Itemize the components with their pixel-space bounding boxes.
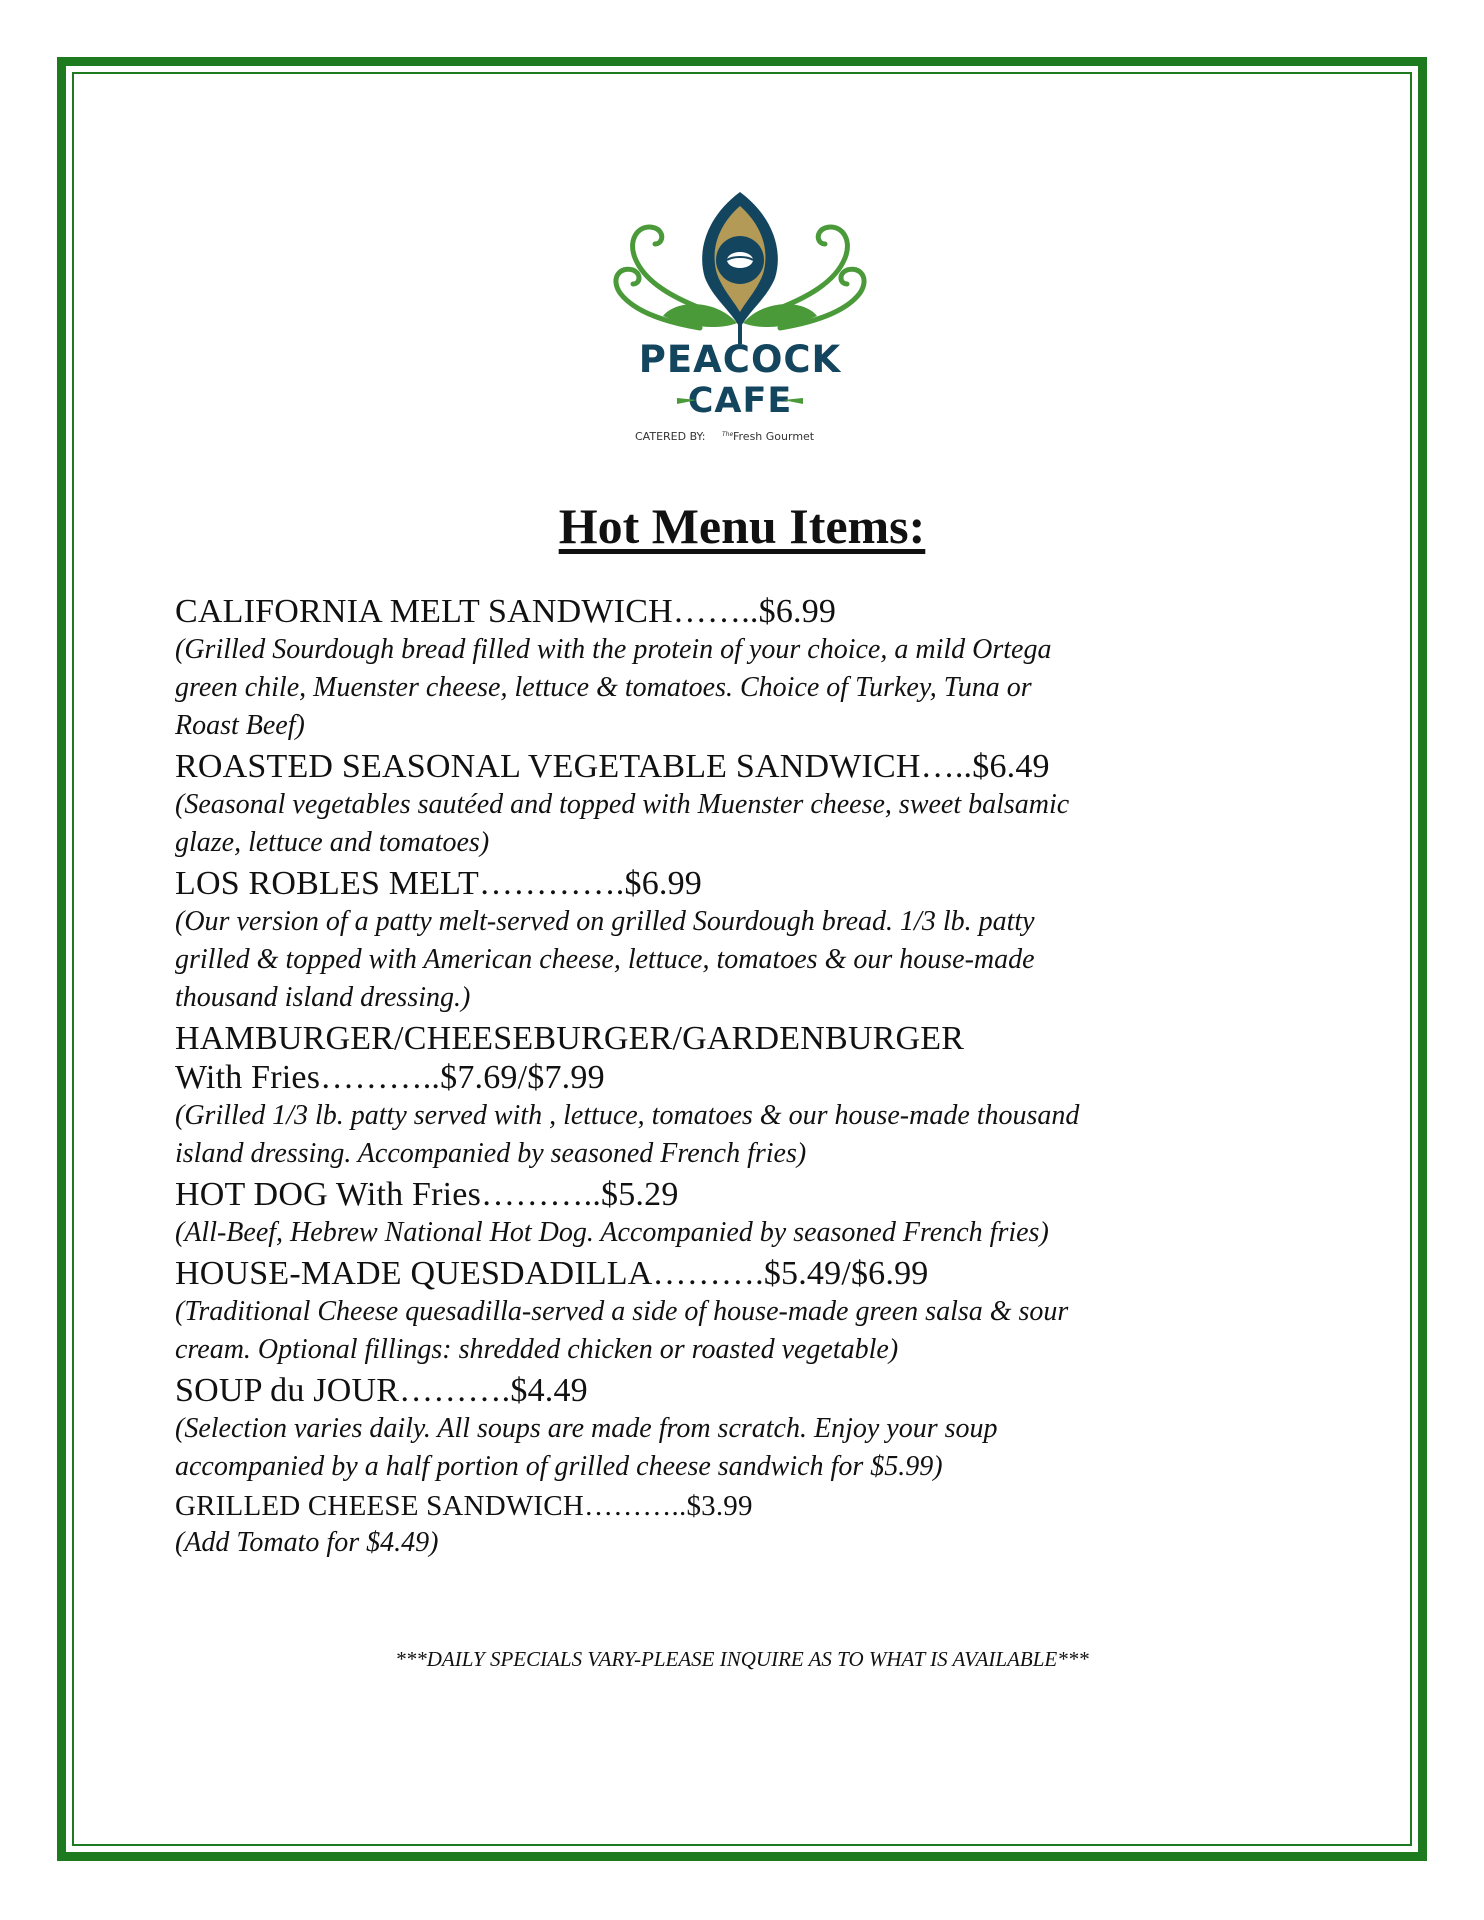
desc-line: (Seasonal vegetables sautéed and topped with Muenster cheese, sweet balsamic [175, 789, 1070, 820]
logo-caterer: Fresh Gourmet [733, 430, 815, 443]
desc-line: (Selection varies daily. All soups are made from scratch. Enjoy your soup [175, 1413, 998, 1444]
item-description [175, 1293, 1325, 1369]
desc-line: green chile, Muenster cheese, lettuce & tomatoes. Choice of Turkey, Tuna or [175, 672, 1032, 703]
peacock-cafe-logo [605, 188, 875, 458]
page-title: Hot Menu Items: [558, 498, 926, 554]
desc-line: island dressing. Accompanied by seasoned French fries) [175, 1138, 807, 1169]
menu-item [175, 1371, 1325, 1486]
item-description [175, 786, 1325, 862]
menu-list [175, 592, 1325, 1564]
item-description [175, 631, 1325, 745]
desc-line: thousand island dressing.) [175, 982, 471, 1013]
desc-line: (Grilled 1/3 lb. patty served with , lettuce, tomatoes & our house-made thousand [175, 1100, 1080, 1131]
daily-specials-note: ***DAILY SPECIALS VARY-PLEASE INQUIRE AS TO WHAT IS AVAILABLE*** [395, 1647, 1089, 1671]
item-name: HAMBURGER/CHEESEBURGER/GARDENBURGER [175, 1020, 965, 1057]
item-name: HOUSE-MADE QUESDADILLA……….$5.49/$6.99 [175, 1255, 929, 1292]
item-name: CALIFORNIA MELT SANDWICH……..$6.99 [175, 593, 837, 630]
menu-item [175, 1254, 1325, 1369]
menu-item [175, 864, 1325, 1017]
item-description [175, 903, 1325, 1017]
item-description [175, 1097, 1325, 1173]
item-name: HOT DOG With Fries………..$5.29 [175, 1176, 679, 1213]
item-name: ROASTED SEASONAL VEGETABLE SANDWICH…..$6.49 [175, 748, 1050, 785]
menu-item [175, 1175, 1325, 1252]
logo-caterer-small: The [722, 431, 734, 438]
desc-line: (Traditional Cheese quesadilla-served a side of house-made green salsa & sour [175, 1296, 1069, 1327]
menu-item [175, 592, 1325, 745]
desc-line: accompanied by a half portion of grilled cheese sandwich for $5.99) [175, 1451, 943, 1482]
item-name: SOUP du JOUR……….$4.49 [175, 1372, 588, 1409]
menu-item [175, 747, 1325, 862]
desc-line: (Add Tomato for $4.49) [175, 1527, 439, 1558]
item-name: LOS ROBLES MELT………….$6.99 [175, 865, 703, 902]
item-description [175, 1410, 1325, 1486]
item-description [175, 1214, 1325, 1252]
logo-line2: CAFE [687, 381, 793, 421]
desc-line: (Our version of a patty melt-served on grilled Sourdough bread. 1/3 lb. patty [175, 906, 1035, 937]
menu-item [175, 1019, 1325, 1173]
desc-line: cream. Optional fillings: shredded chicken or roasted vegetable) [175, 1334, 899, 1365]
item-name: GRILLED CHEESE SANDWICH………..$3.99 [175, 1490, 753, 1522]
desc-line: (Grilled Sourdough bread filled with the protein of your choice, a mild Ortega [175, 634, 1052, 665]
menu-item [175, 1488, 1325, 1562]
logo-line1: PEACOCK [638, 338, 842, 381]
item-name-line2: With Fries………..$7.69/$7.99 [175, 1059, 605, 1096]
desc-line: glaze, lettuce and tomatoes) [175, 827, 490, 858]
item-description [175, 1524, 1325, 1562]
desc-line: Roast Beef) [175, 710, 305, 741]
desc-line: (All-Beef, Hebrew National Hot Dog. Accompanied by seasoned French fries) [175, 1217, 1049, 1248]
logo-catered-by: CATERED BY: [635, 430, 706, 443]
desc-line: grilled & topped with American cheese, lettuce, tomatoes & our house-made [175, 944, 1035, 975]
